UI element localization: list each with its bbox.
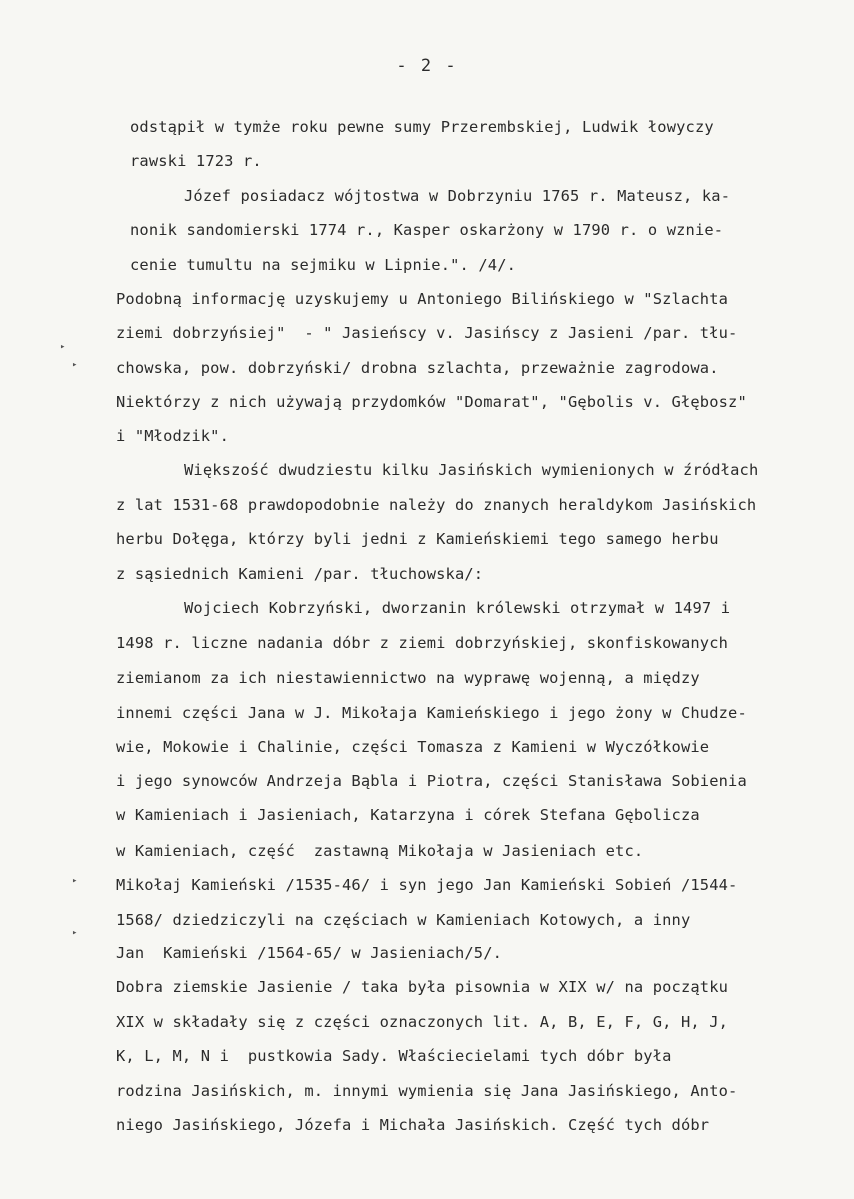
margin-mark: ▸ (60, 342, 66, 352)
text-line: odstąpił w tymże roku pewne sumy Przerembskiej, Ludwik łowyczy (130, 118, 714, 136)
text-line: z sąsiednich Kamieni /par. tłuchowska/: (116, 565, 484, 583)
text-line: Józef posiadacz wójtostwa w Dobrzyniu 1765 r. Mateusz, ka- (184, 187, 731, 205)
text-line: Mikołaj Kamieński /1535-46/ i syn jego Jan Kamieński Sobień /1544- (116, 876, 738, 894)
text-line: Podobną informację uzyskujemy u Antoniego Bilińskiego w "Szlachta (116, 290, 729, 308)
text-line: innemi części Jana w J. Mikołaja Kamieńskiego i jego żony w Chudze- (116, 704, 747, 722)
margin-mark: ▸ (72, 876, 78, 886)
text-line: w Kamieniach, część zastawną Mikołaja w Jasieniach etc. (116, 842, 644, 860)
margin-mark: ▸ (72, 360, 78, 370)
text-line: Dobra ziemskie Jasienie / taka była pisownia w XIX w/ na początku (116, 978, 729, 996)
text-line: z lat 1531-68 prawdopodobnie należy do znanych heraldykom Jasińskich (116, 496, 757, 514)
text-line: i jego synowców Andrzeja Bąbla i Piotra, części Stanisława Sobienia (116, 772, 747, 790)
text-line: 1568/ dziedziczyli na częściach w Kamieniach Kotowych, a inny (116, 911, 691, 929)
text-line: chowska, pow. dobrzyński/ drobna szlachta, przeważnie zagrodowa. (116, 359, 719, 377)
text-line: 1498 r. liczne nadania dóbr z ziemi dobrzyńskiej, skonfiskowanych (116, 634, 729, 652)
margin-mark: ▸ (72, 928, 78, 938)
text-line: nonik sandomierski 1774 r., Kasper oskarżony w 1790 r. o wznie- (130, 221, 724, 239)
text-line: niego Jasińskiego, Józefa i Michała Jasińskich. Część tych dóbr (116, 1116, 710, 1134)
page-number: - 2 - (396, 56, 458, 76)
text-line: ziemi dobrzyńsiej" - " Jasieńscy v. Jasińscy z Jasieni /par. tłu- (116, 324, 738, 342)
text-line: Niektórzy z nich używają przydomków "Domarat", "Gębolis v. Głębosz" (116, 393, 747, 411)
text-line: Wojciech Kobrzyński, dworzanin królewski otrzymał w 1497 i (184, 599, 731, 617)
text-line: herbu Dołęga, którzy byli jedni z Kamieńskiemi tego samego herbu (116, 530, 719, 548)
text-line: XIX w składały się z części oznaczonych lit. A, B, E, F, G, H, J, (116, 1013, 729, 1031)
text-line: Większość dwudziestu kilku Jasińskich wymienionych w źródłach (184, 461, 759, 479)
text-line: Jan Kamieński /1564-65/ w Jasieniach/5/. (116, 944, 503, 962)
text-line: ziemianom za ich niestawiennictwo na wyprawę wojenną, a między (116, 669, 700, 687)
text-line: rawski 1723 r. (130, 152, 262, 170)
text-line: w Kamieniach i Jasieniach, Katarzyna i córek Stefana Gębolicza (116, 806, 700, 824)
text-line: cenie tumultu na sejmiku w Lipnie.". /4/. (130, 256, 517, 274)
text-line: K, L, M, N i pustkowia Sady. Właściecielami tych dóbr była (116, 1047, 672, 1065)
text-line: i "Młodzik". (116, 427, 229, 445)
text-line: wie, Mokowie i Chalinie, części Tomasza z Kamieni w Wyczółkowie (116, 738, 710, 756)
text-line: rodzina Jasińskich, m. innymi wymienia się Jana Jasińskiego, Anto- (116, 1082, 738, 1100)
